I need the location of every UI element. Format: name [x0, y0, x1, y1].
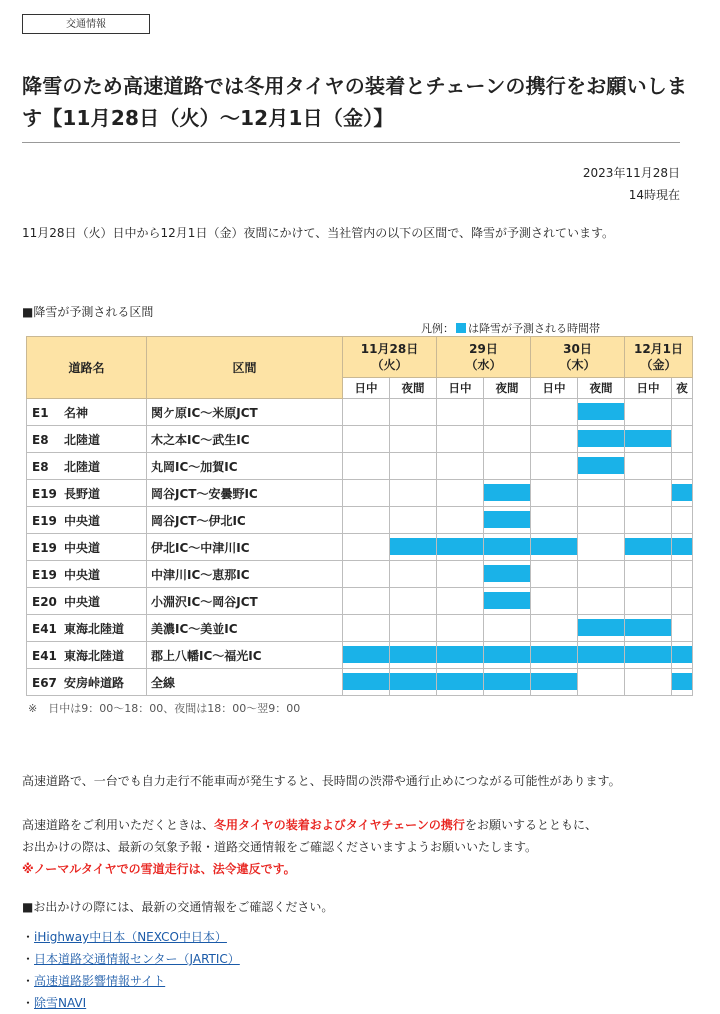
- snow-bar: [578, 619, 624, 636]
- forecast-cell: [578, 669, 625, 696]
- body-line-1: 高速道路で、一台でも自力走行不能車両が発生すると、長時間の渋滞や通行止めにつながる可能性があります。: [22, 774, 621, 788]
- external-link[interactable]: 除雪NAVI: [34, 996, 87, 1010]
- time-note: ※ 日中は9：00～18：00、夜間は18：00～翌9：00: [28, 702, 301, 715]
- snow-bar: [625, 430, 671, 447]
- section-name: 郡上八幡IC～福光IC: [147, 642, 343, 669]
- forecast-cell: [531, 615, 578, 642]
- forecast-cell: [484, 480, 531, 507]
- forecast-cell: [672, 507, 693, 534]
- road-name: E41 東海北陸道: [27, 615, 147, 642]
- snow-bar: [531, 673, 577, 690]
- forecast-cell: [390, 669, 437, 696]
- forecast-cell: [390, 561, 437, 588]
- forecast-cell: [484, 399, 531, 426]
- table-row: [27, 588, 693, 615]
- snow-bar: [672, 484, 692, 501]
- header-date: 29日 （水）: [437, 337, 531, 378]
- forecast-cell: [343, 642, 390, 669]
- forecast-cell: [578, 534, 625, 561]
- forecast-cell: [390, 426, 437, 453]
- forecast-cell: [343, 561, 390, 588]
- road-name: E19 中央道: [27, 534, 147, 561]
- section-name: 全線: [147, 669, 343, 696]
- table-row: [27, 534, 693, 561]
- legend: [421, 322, 600, 336]
- table-row: [27, 480, 693, 507]
- forecast-cell: [437, 669, 484, 696]
- publish-date: [583, 162, 680, 206]
- snow-bar: [484, 565, 530, 582]
- intro-text: 11月28日（火）日中から12月1日（金）夜間にかけて、当社管内の以下の区間で、降雪が予測されています。: [22, 226, 615, 240]
- snow-bar: [484, 646, 530, 663]
- external-link[interactable]: 日本道路交通情報センター（JARTIC）: [34, 952, 240, 966]
- snow-bar: [343, 646, 389, 663]
- snow-bar: [531, 538, 577, 555]
- forecast-cell: [625, 534, 672, 561]
- snow-bar: [578, 430, 624, 447]
- body-line-2: 高速道路をご利用いただくときは、冬用タイヤの装着およびタイヤチェーンの携行をお願いするとともに、: [22, 818, 597, 832]
- forecast-cell: [672, 588, 693, 615]
- link-item: [22, 992, 240, 1014]
- forecast-cell: [343, 426, 390, 453]
- forecast-cell: [578, 588, 625, 615]
- section-name: 小淵沢IC～岡谷JCT: [147, 588, 343, 615]
- slot-header: 日中: [531, 378, 578, 399]
- table-row: [27, 561, 693, 588]
- forecast-cell: [625, 561, 672, 588]
- forecast-cell: [672, 426, 693, 453]
- forecast-cell: [531, 561, 578, 588]
- snow-bar: [390, 646, 436, 663]
- forecast-cell: [390, 588, 437, 615]
- section-name: 関ケ原IC～米原JCT: [147, 399, 343, 426]
- snow-bar: [625, 538, 671, 555]
- forecast-cell: [390, 507, 437, 534]
- forecast-cell: [484, 588, 531, 615]
- forecast-cell: [343, 507, 390, 534]
- forecast-cell: [484, 615, 531, 642]
- title-divider: [22, 142, 680, 143]
- forecast-cell: [437, 615, 484, 642]
- forecast-cell: [343, 453, 390, 480]
- forecast-cell: [437, 480, 484, 507]
- table-row: [27, 507, 693, 534]
- road-name: E8 北陸道: [27, 453, 147, 480]
- forecast-cell: [484, 453, 531, 480]
- forecast-cell: [390, 615, 437, 642]
- date-text: 2023年11月28日: [582, 166, 680, 180]
- body-line-3: お出かけの際は、最新の気象予報・道路交通情報をご確認くださいますようお願いいたします。: [22, 840, 538, 854]
- snow-bar: [390, 673, 436, 690]
- forecast-cell: [343, 534, 390, 561]
- forecast-cell: [625, 453, 672, 480]
- road-name: E1 名神: [27, 399, 147, 426]
- forecast-cell: [437, 561, 484, 588]
- forecast-cell: [672, 561, 693, 588]
- road-name: E8 北陸道: [27, 426, 147, 453]
- forecast-cell: [672, 615, 693, 642]
- forecast-cell: [390, 453, 437, 480]
- forecast-cell: [531, 480, 578, 507]
- snow-bar: [484, 592, 530, 609]
- forecast-cell: [578, 399, 625, 426]
- road-name: E19 中央道: [27, 561, 147, 588]
- slot-header: 日中: [343, 378, 390, 399]
- forecast-cell: [437, 507, 484, 534]
- section-title: ■降雪が予測される区間: [22, 305, 154, 319]
- forecast-cell: [625, 669, 672, 696]
- forecast-cell: [343, 669, 390, 696]
- snow-bar: [437, 538, 483, 555]
- forecast-cell: [531, 642, 578, 669]
- table-row: [27, 669, 693, 696]
- forecast-cell: [625, 426, 672, 453]
- forecast-cell: [343, 480, 390, 507]
- road-name: E19 長野道: [27, 480, 147, 507]
- link-item: [22, 970, 240, 992]
- forecast-cell: [578, 642, 625, 669]
- forecast-cell: [531, 669, 578, 696]
- table-row: [27, 399, 693, 426]
- snow-bar: [437, 646, 483, 663]
- snow-bar: [578, 457, 624, 474]
- forecast-cell: [531, 588, 578, 615]
- legend-swatch-icon: [456, 323, 466, 333]
- links-title: ■お出かけの際には、最新の交通情報をご確認ください。: [22, 900, 334, 914]
- section-name: 木之本IC～武生IC: [147, 426, 343, 453]
- forecast-cell: [625, 615, 672, 642]
- snow-bar: [625, 646, 671, 663]
- forecast-cell: [578, 480, 625, 507]
- forecast-cell: [531, 534, 578, 561]
- forecast-cell: [672, 399, 693, 426]
- section-name: 岡谷JCT～安曇野IC: [147, 480, 343, 507]
- snow-forecast-table: [26, 336, 693, 696]
- forecast-cell: [390, 480, 437, 507]
- forecast-cell: [343, 399, 390, 426]
- snow-bar: [578, 403, 624, 420]
- legal-warning: ※ノーマルタイヤでの雪道走行は、法令違反です。: [22, 862, 296, 876]
- forecast-cell: [437, 399, 484, 426]
- forecast-cell: [531, 426, 578, 453]
- forecast-cell: [672, 642, 693, 669]
- forecast-cell: [437, 426, 484, 453]
- forecast-cell: [390, 642, 437, 669]
- road-name: E41 東海北陸道: [27, 642, 147, 669]
- legend-suffix: は降雪が予測される時間帯: [468, 322, 600, 335]
- forecast-cell: [625, 588, 672, 615]
- forecast-cell: [578, 507, 625, 534]
- forecast-cell: [484, 561, 531, 588]
- forecast-cell: [484, 642, 531, 669]
- header-date: 11月28日 （火）: [343, 337, 437, 378]
- bullet-icon: ・: [22, 930, 35, 944]
- snow-bar: [437, 673, 483, 690]
- road-name: E67 安房峠道路: [27, 669, 147, 696]
- snow-bar: [578, 646, 624, 663]
- snow-bar: [672, 673, 692, 690]
- forecast-cell: [484, 534, 531, 561]
- forecast-cell: [343, 588, 390, 615]
- table-row: [27, 642, 693, 669]
- table-row: [27, 426, 693, 453]
- snow-bar: [672, 646, 692, 663]
- forecast-cell: [390, 534, 437, 561]
- forecast-cell: [625, 642, 672, 669]
- page-title: 降雪のため高速道路では冬用タイヤの装着とチェーンの携行をお願いします【11月28日（火）～12月1日（金）】: [22, 74, 688, 130]
- bullet-icon: ・: [22, 952, 35, 966]
- header-date: 30日 （木）: [531, 337, 625, 378]
- forecast-cell: [437, 453, 484, 480]
- snow-bar: [343, 673, 389, 690]
- header-date: 12月1日 （金）: [625, 337, 693, 378]
- forecast-cell: [672, 480, 693, 507]
- section-name: 美濃IC～美並IC: [147, 615, 343, 642]
- link-item: [22, 948, 240, 970]
- forecast-cell: [437, 642, 484, 669]
- time-text: 14時現在: [628, 188, 680, 202]
- external-link[interactable]: 高速道路影響情報サイト: [34, 974, 166, 988]
- forecast-cell: [625, 480, 672, 507]
- slot-header: 夜: [672, 378, 693, 399]
- table-row: [27, 615, 693, 642]
- bullet-icon: ・: [22, 996, 35, 1010]
- snow-bar: [484, 673, 530, 690]
- forecast-cell: [625, 399, 672, 426]
- snow-bar: [625, 619, 671, 636]
- header-section: 区間: [147, 337, 343, 399]
- slot-header: 夜間: [484, 378, 531, 399]
- forecast-cell: [672, 669, 693, 696]
- snow-bar: [484, 511, 530, 528]
- table-row: [27, 453, 693, 480]
- forecast-cell: [672, 534, 693, 561]
- section-name: 中津川IC～恵那IC: [147, 561, 343, 588]
- forecast-cell: [531, 507, 578, 534]
- external-link[interactable]: iHighway中日本（NEXCO中日本）: [34, 930, 227, 944]
- slot-header: 夜間: [578, 378, 625, 399]
- forecast-cell: [484, 669, 531, 696]
- snow-bar: [484, 484, 530, 501]
- road-name: E19 中央道: [27, 507, 147, 534]
- slot-header: 日中: [625, 378, 672, 399]
- header-road: 道路名: [27, 337, 147, 399]
- forecast-cell: [578, 561, 625, 588]
- section-name: 伊北IC～中津川IC: [147, 534, 343, 561]
- snow-bar: [390, 538, 436, 555]
- link-list: [22, 926, 240, 1014]
- forecast-cell: [625, 507, 672, 534]
- road-name: E20 中央道: [27, 588, 147, 615]
- forecast-cell: [531, 399, 578, 426]
- legend-prefix: 凡例：: [421, 322, 454, 335]
- snow-bar: [672, 538, 692, 555]
- forecast-cell: [531, 453, 578, 480]
- section-name: 岡谷JCT～伊北IC: [147, 507, 343, 534]
- forecast-cell: [578, 453, 625, 480]
- forecast-cell: [484, 426, 531, 453]
- forecast-cell: [437, 534, 484, 561]
- forecast-cell: [672, 453, 693, 480]
- forecast-cell: [578, 426, 625, 453]
- snow-bar: [484, 538, 530, 555]
- forecast-cell: [578, 615, 625, 642]
- forecast-cell: [437, 588, 484, 615]
- slot-header: 日中: [437, 378, 484, 399]
- forecast-cell: [343, 615, 390, 642]
- section-name: 丸岡IC～加賀IC: [147, 453, 343, 480]
- bullet-icon: ・: [22, 974, 35, 988]
- forecast-cell: [484, 507, 531, 534]
- forecast-cell: [390, 399, 437, 426]
- category-tag: 交通情報: [22, 14, 150, 34]
- link-item: [22, 926, 240, 948]
- snow-bar: [531, 646, 577, 663]
- slot-header: 夜間: [390, 378, 437, 399]
